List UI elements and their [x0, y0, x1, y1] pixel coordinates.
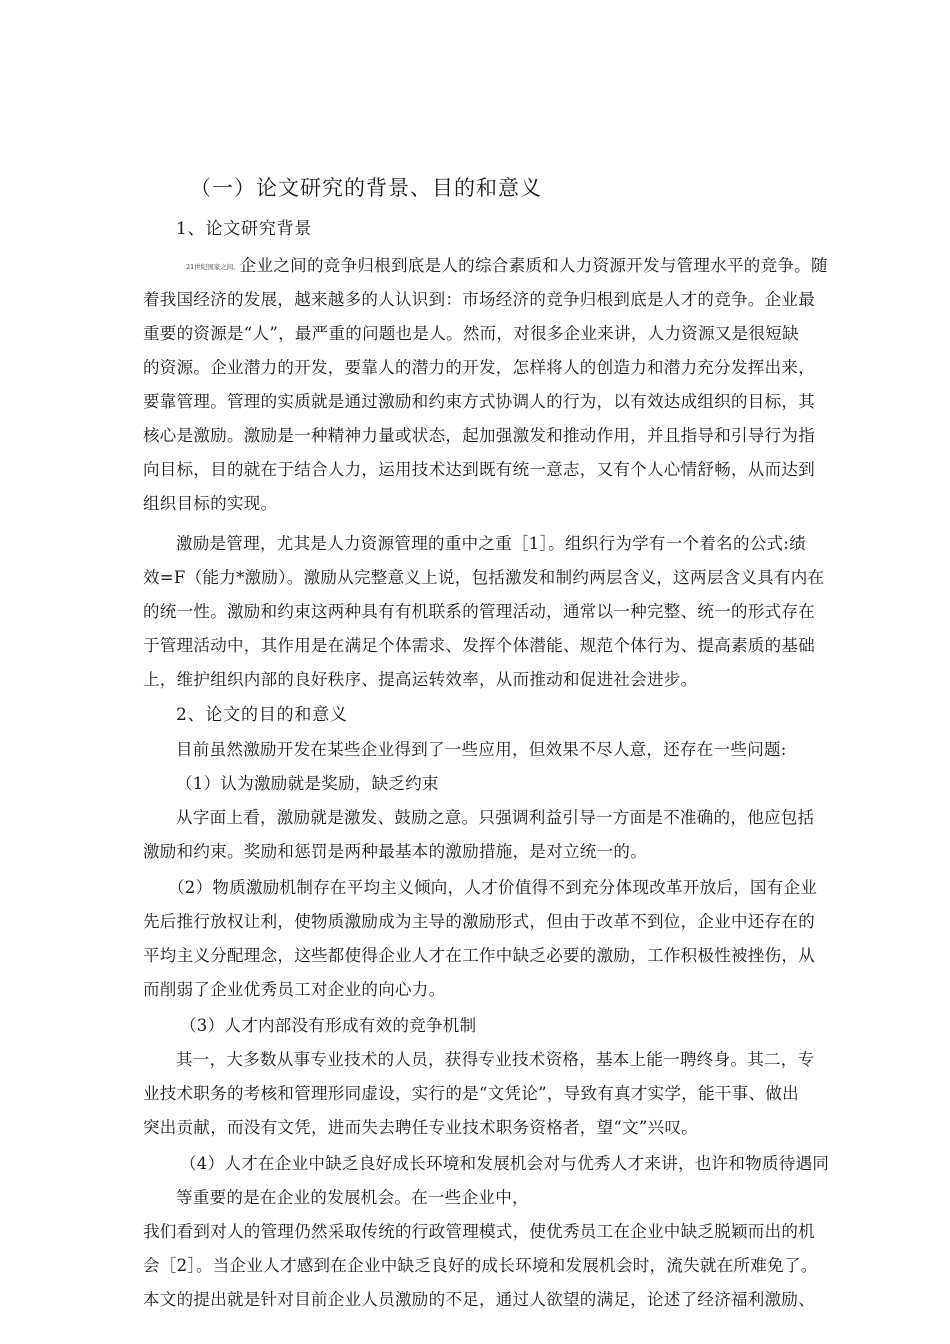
- paragraph-1-line-5: 要靠管理。管理的实质就是通过激励和约束方式协调人的行为，以有效达成组织的目标，其: [143, 392, 815, 411]
- paragraph-1-line-2: 着我国经济的发展，越来越多的人认识到：市场经济的竞争归根到底是人才的竞争。企业最: [143, 290, 815, 309]
- paragraph-1-line-6: 核心是激励。激励是一种精神力量或状态，起加强激发和推动作用，并且指导和引导行为指: [143, 426, 815, 445]
- item-1-body-line-2: 激励和约束。奖励和惩罚是两种最基本的激励措施，是对立统一的。: [143, 842, 647, 861]
- paragraph-2-line-2: 效=F（能力*激励）。激励从完整意义上说，包括激发和制约两层含义，这两层含义具有内在: [143, 568, 825, 587]
- paragraph-1-line-7: 向目标，目的就在于结合人力，运用技术达到既有统一意志，又有个人心情舒畅，从而达到: [143, 460, 815, 479]
- item-4-line-4: 会［2］。当企业人才感到在企业中缺乏良好的成长环境和发展机会时，流失就在所难免了。: [143, 1256, 818, 1275]
- item-2-line-2: 先后推行放权让利，使物质激励成为主导的激励形式，但由于改革不到位，企业中还存在的: [143, 912, 815, 931]
- item-4-line-5: 本文的提出就是针对目前企业人员激励的不足，通过人欲望的满足，论述了经济福利激励、: [143, 1290, 815, 1309]
- section-title: （一）论文研究的背景、目的和意义: [190, 176, 542, 200]
- paragraph-1-line-1: [186, 252, 828, 276]
- paragraph-1-note: 21世纪国家之间。: [186, 263, 240, 271]
- item-4-line-2: 等重要的是在企业的发展机会。在一些企业中，: [176, 1188, 529, 1207]
- subsection-2-heading: 2、论文的目的和意义: [176, 705, 348, 725]
- paragraph-2-line-3: 的统一性。激励和约束这两种具有有机联系的管理活动，通常以一种完整、统一的形式存在: [143, 602, 815, 621]
- item-4-line-3: 我们看到对人的管理仍然采取传统的行政管理模式，使优秀员工在企业中缺乏脱颖而出的机: [143, 1222, 815, 1241]
- item-1-title: （1）认为激励就是奖励，缺乏约束: [176, 774, 439, 793]
- paragraph-1-line-4: 的资源。企业潜力的开发，要靠人的潜力的开发，怎样将人的创造力和潜力充分发挥出来，: [143, 358, 815, 377]
- subsection-1-heading: 1、论文研究背景: [176, 219, 313, 239]
- item-3-body-line-3: 突出贡献，而没有文凭，进而失去聘任专业技术职务资格者，望“文”兴叹。: [143, 1118, 699, 1137]
- item-2-line-4: 而削弱了企业优秀员工对企业的向心力。: [143, 980, 446, 999]
- item-2-line-3: 平均主义分配理念，这些都使得企业人才在工作中缺乏必要的激励，工作积极性被挫伤，从: [143, 946, 815, 965]
- item-4-line-1: （4）人才在企业中缺乏良好成长环境和发展机会对与优秀人才来讲，也许和物质待遇同: [180, 1154, 830, 1173]
- item-1-body-line-1: 从字面上看，激励就是激发、鼓励之意。只强调利益引导一方面是不准确的，他应包括: [176, 808, 815, 827]
- paragraph-1-line-3: 重要的资源是“人”，最严重的问题也是人。然而，对很多企业来讲，人力资源又是很短缺: [143, 324, 799, 343]
- item-3-body-line-1: 其一，大多数从事专业技术的人员，获得专业技术资格，基本上能一聘终身。其二，专: [176, 1050, 815, 1069]
- paragraph-1-line-8: 组织目标的实现。: [143, 494, 278, 513]
- paragraph-2-line-4: 于管理活动中，其作用是在满足个体需求、发挥个体潜能、规范个体行为、提高素质的基础: [143, 636, 815, 655]
- paragraph-1-line-1-text: 企业之间的竞争归根到底是人的综合素质和人力资源开发与管理水平的竞争。随: [239, 256, 828, 275]
- item-3-body-line-2: 业技术职务的考核和管理形同虚设，实行的是“文凭论”，导致有真才实学，能干事、做出: [143, 1084, 799, 1103]
- paragraph-2-line-1: 激励是管理，尤其是人力资源管理的重中之重［1］。组织行为学有一个着名的公式:绩: [176, 534, 807, 553]
- paragraph-2-line-5: 上，维护组织内部的良好秩序、提高运转效率，从而推动和促进社会进步。: [143, 670, 698, 689]
- paragraph-3: 目前虽然激励开发在某些企业得到了一些应用，但效果不尽人意，还存在一些问题:: [176, 740, 787, 759]
- item-3-title: （3）人才内部没有形成有效的竞争机制: [180, 1016, 477, 1035]
- item-2-line-1: （2）物质激励机制存在平均主义倾向，人才价值得不到充分体现改革开放后，国有企业: [168, 878, 818, 897]
